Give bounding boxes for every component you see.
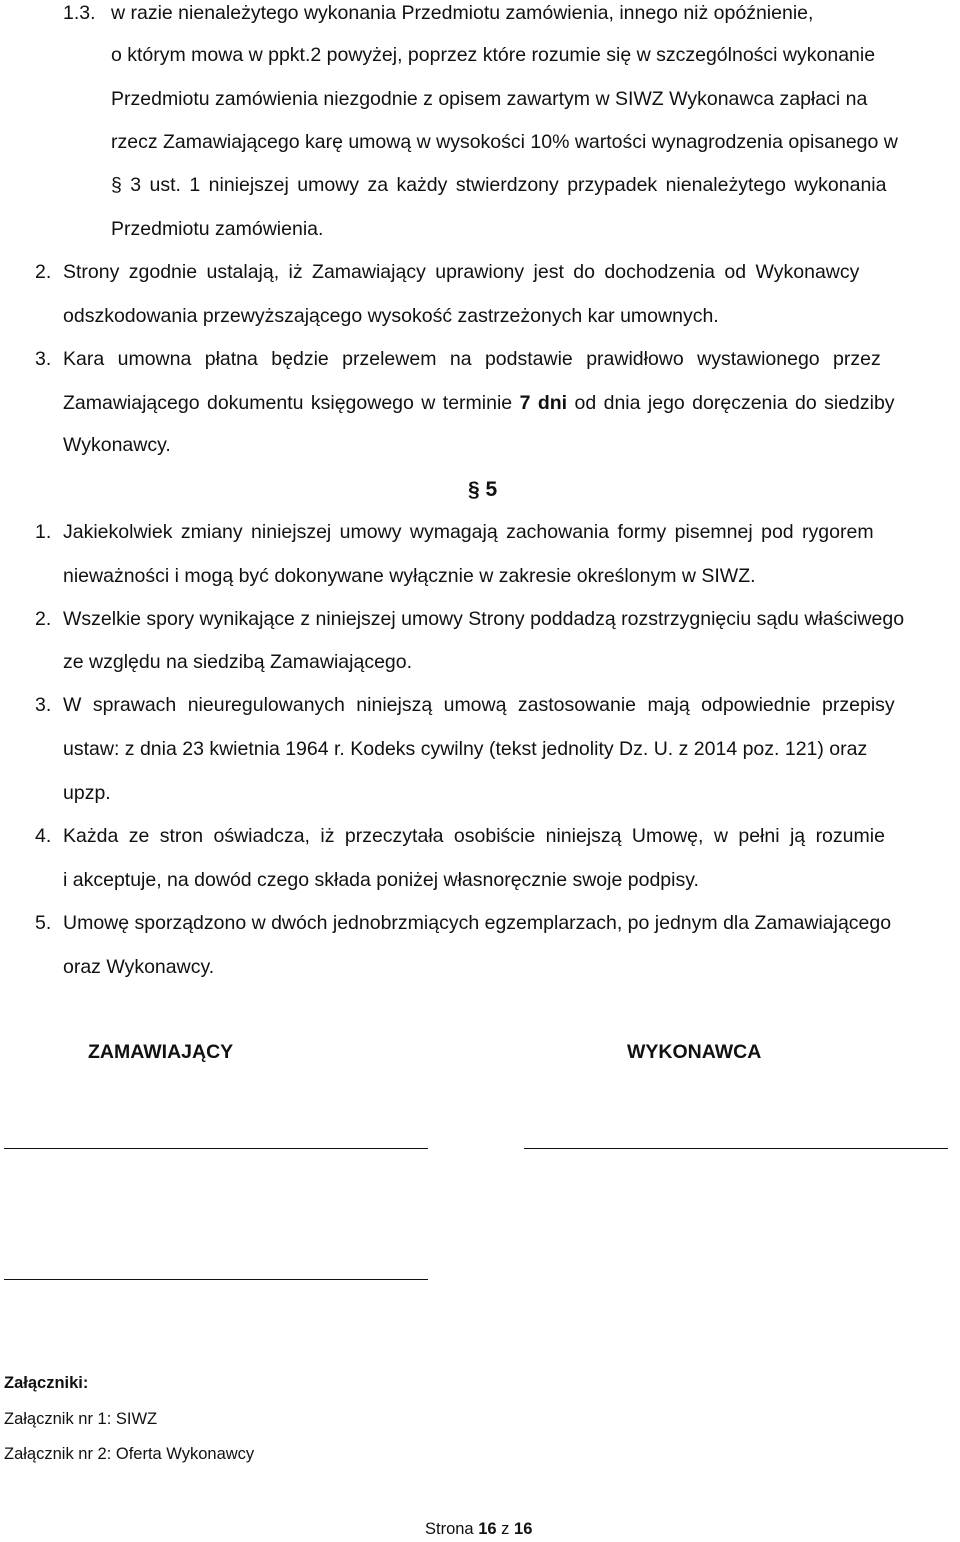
paragraph-line: ze względu na siedzibą Zamawiającego. [63,651,413,673]
paragraph-line: upzp. [63,782,111,804]
paragraph-line: odszkodowania przewyższającego wysokość zastrzeżonych kar umownych. [63,305,719,327]
attachment-item: Załącznik nr 2: Oferta Wykonawcy [4,1445,255,1463]
paragraph-line: Przedmiotu zamówienia niezgodnie z opisem zawartym w SIWZ Wykonawca zapłaci na [111,88,868,110]
paragraph-line: Strony zgodnie ustalają, iż Zamawiający uprawiony jest do dochodzenia od Wykonawcy [63,261,860,283]
paragraph-line: Zamawiającego dokumentu księgowego w terminie 7 dni od dnia jego doręczenia do siedziby [63,392,895,414]
paragraph-line: Umowę sporządzono w dwóch jednobrzmiących egzemplarzach, po jednym dla Zamawiającego [63,912,892,934]
paragraph-line: Wszelkie spory wynikające z niniejszej umowy Strony poddadzą rozstrzygnięciu sądu właściwego [63,608,905,630]
section-heading: § 5 [468,478,498,501]
paragraph-line: Przedmiotu zamówienia. [111,218,324,240]
item-number: 2. [35,261,52,283]
signature-line [524,1148,948,1149]
item-number: 1. [35,521,52,543]
attachments-heading: Załączniki: [4,1374,89,1392]
paragraph-line: Każda ze stron oświadcza, iż przeczytała osobiście niniejszą Umowę, w pełni ją rozumie [63,825,885,847]
paragraph-line: o którym mowa w ppkt.2 powyżej, poprzez które rozumie się w szczególności wykonanie [111,44,876,66]
paragraph-line: nieważności i mogą być dokonywane wyłącznie w zakresie określonym w SIWZ. [63,565,756,587]
signature-line [4,1148,428,1149]
signature-line [4,1279,428,1280]
item-number: 5. [35,912,52,934]
paragraph-line: Kara umowna płatna będzie przelewem na podstawie prawidłowo wystawionego przez [63,348,881,370]
paragraph-line: i akceptuje, na dowód czego składa poniżej własnoręcznie swoje podpisy. [63,869,699,891]
item-number: 3. [35,694,52,716]
item-number: 2. [35,608,52,630]
paragraph-line: § 3 ust. 1 niniejszej umowy za każdy stwierdzony przypadek nienależytego wykonania [111,174,887,196]
paragraph-line: w razie nienależytego wykonania Przedmiotu zamówienia, innego niż opóźnienie, [111,2,814,24]
signature-label-client: ZAMAWIAJĄCY [88,1041,234,1063]
paragraph-line: oraz Wykonawcy. [63,956,215,978]
paragraph-line: W sprawach nieuregulowanych niniejszą umową zastosowanie mają odpowiednie przepisy [63,694,895,716]
paragraph-line: Wykonawcy. [63,434,171,456]
signature-label-contractor: WYKONAWCA [627,1041,762,1063]
item-number: 4. [35,825,52,847]
item-number: 3. [35,348,52,370]
paragraph-line: rzecz Zamawiającego karę umową w wysokości 10% wartości wynagrodzenia opisanego w [111,131,898,153]
item-number: 1.3. [63,2,96,24]
attachment-item: Załącznik nr 1: SIWZ [4,1410,158,1428]
paragraph-line: Jakiekolwiek zmiany niniejszej umowy wymagają zachowania formy pisemnej pod rygorem [63,521,874,543]
paragraph-line: ustaw: z dnia 23 kwietnia 1964 r. Kodeks cywilny (tekst jednolity Dz. U. z 2014 poz. 121) oraz [63,738,868,760]
page-footer: Strona 16 z 16 [425,1520,533,1538]
